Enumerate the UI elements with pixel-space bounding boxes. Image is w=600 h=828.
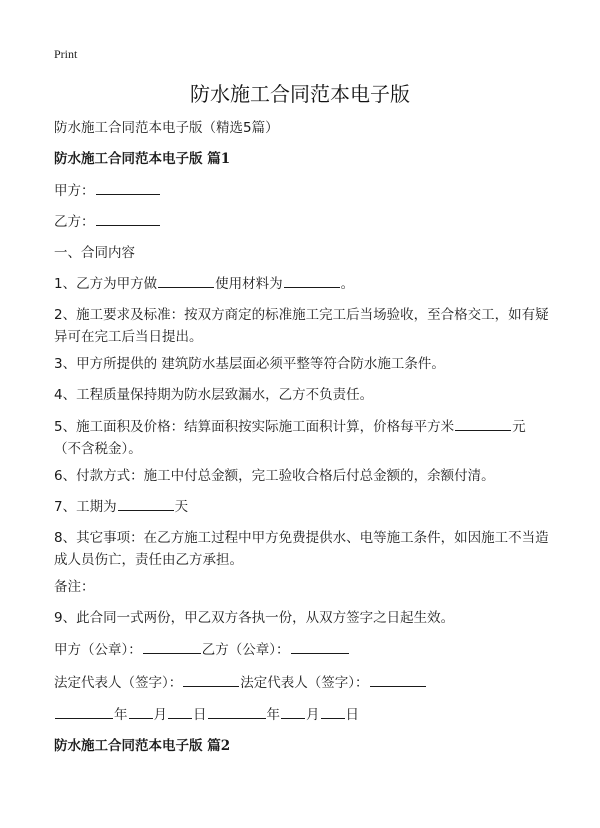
- clause-5-blank-price: [455, 416, 511, 431]
- contract-content-heading: 一、合同内容: [54, 245, 135, 261]
- clause-1: [54, 273, 354, 295]
- clause-3: 3、甲方所提供的 建筑防水基层面必须平整等符合防水施工条件。: [54, 356, 445, 372]
- section-2-heading: 防水施工合同范本电子版 篇2: [54, 738, 231, 754]
- clause-9: 9、此合同一式两份，甲乙双方各执一份，从双方签字之日起生效。: [54, 610, 455, 626]
- party-a-seal-label: 甲方（公章）：: [54, 642, 142, 658]
- print-label: Print: [54, 47, 78, 61]
- clause-6: 6、付款方式：施工中付总金额，完工验收合格后付总金额的，余额付清。: [54, 468, 495, 484]
- date-b-day-blank: [321, 704, 345, 719]
- party-b-seal-blank: [291, 639, 349, 654]
- clause-5: [54, 416, 549, 460]
- clause-1-text-b: 使用材料为: [215, 276, 283, 292]
- date-a-year-label: 年: [114, 707, 128, 723]
- clause-7-blank-days: [118, 496, 174, 511]
- document-title: 防水施工合同范本电子版: [190, 82, 410, 106]
- date-a-month-blank: [129, 704, 153, 719]
- party-a-rep-label: 法定代表人（签字）：: [54, 675, 183, 691]
- clause-4: 4、工程质量保持期为防水层致漏水，乙方不负责任。: [54, 387, 374, 403]
- party-b-seal-label: 乙方（公章）：: [201, 642, 290, 658]
- clause-1-blank-work: [158, 273, 214, 288]
- party-a-label: 甲方：: [54, 183, 95, 199]
- clause-1-text-a: 1、乙方为甲方做: [54, 276, 158, 292]
- party-b-label: 乙方：: [54, 214, 95, 230]
- date-b-year-blank: [208, 704, 266, 719]
- party-b-rep-blank: [370, 672, 426, 687]
- party-a-rep-blank: [183, 672, 239, 687]
- party-b-blank: [96, 211, 160, 226]
- document-subtitle: 防水施工合同范本电子版（精选5篇）: [54, 120, 279, 136]
- clause-5-text-b: 元（不含税金）。: [54, 419, 526, 457]
- date-b-day-label: 日: [345, 707, 359, 723]
- date-a-month-label: 月: [153, 707, 167, 723]
- clause-8: 8、其它事项：在乙方施工过程中甲方免费提供水、电等施工条件，如因施工不当造成人员伤亡，责任由乙方承担。: [54, 530, 549, 568]
- party-a-blank: [96, 180, 160, 195]
- remarks-label: 备注：: [54, 579, 95, 595]
- date-a-day-blank: [168, 704, 192, 719]
- clause-7-text-b: 天: [174, 499, 189, 515]
- date-line: [54, 704, 359, 726]
- party-b-line: [54, 211, 161, 233]
- clause-1-blank-material: [284, 273, 340, 288]
- clause-1-text-c: 。: [340, 276, 355, 292]
- clause-7: [54, 496, 188, 518]
- date-b-month-blank: [281, 704, 305, 719]
- clause-5-text-a: 5、施工面积及价格：结算面积按实际施工面积计算，价格每平方米: [54, 419, 455, 435]
- date-b-month-label: 月: [306, 707, 320, 723]
- representative-line: [54, 672, 427, 694]
- party-b-rep-label: 法定代表人（签字）：: [240, 675, 369, 691]
- date-a-day-label: 日: [193, 707, 207, 723]
- seal-line: [54, 639, 350, 661]
- party-a-line: [54, 180, 161, 202]
- date-a-year-blank: [55, 704, 113, 719]
- section-1-heading: 防水施工合同范本电子版 篇1: [54, 151, 231, 167]
- clause-2: 2、施工要求及标准：按双方商定的标准施工完工后当场验收，至合格交工，如有疑异可在完工后当日提出。: [54, 307, 549, 345]
- date-b-year-label: 年: [266, 707, 280, 723]
- party-a-seal-blank: [143, 639, 201, 654]
- clause-7-text-a: 7、工期为: [54, 499, 117, 515]
